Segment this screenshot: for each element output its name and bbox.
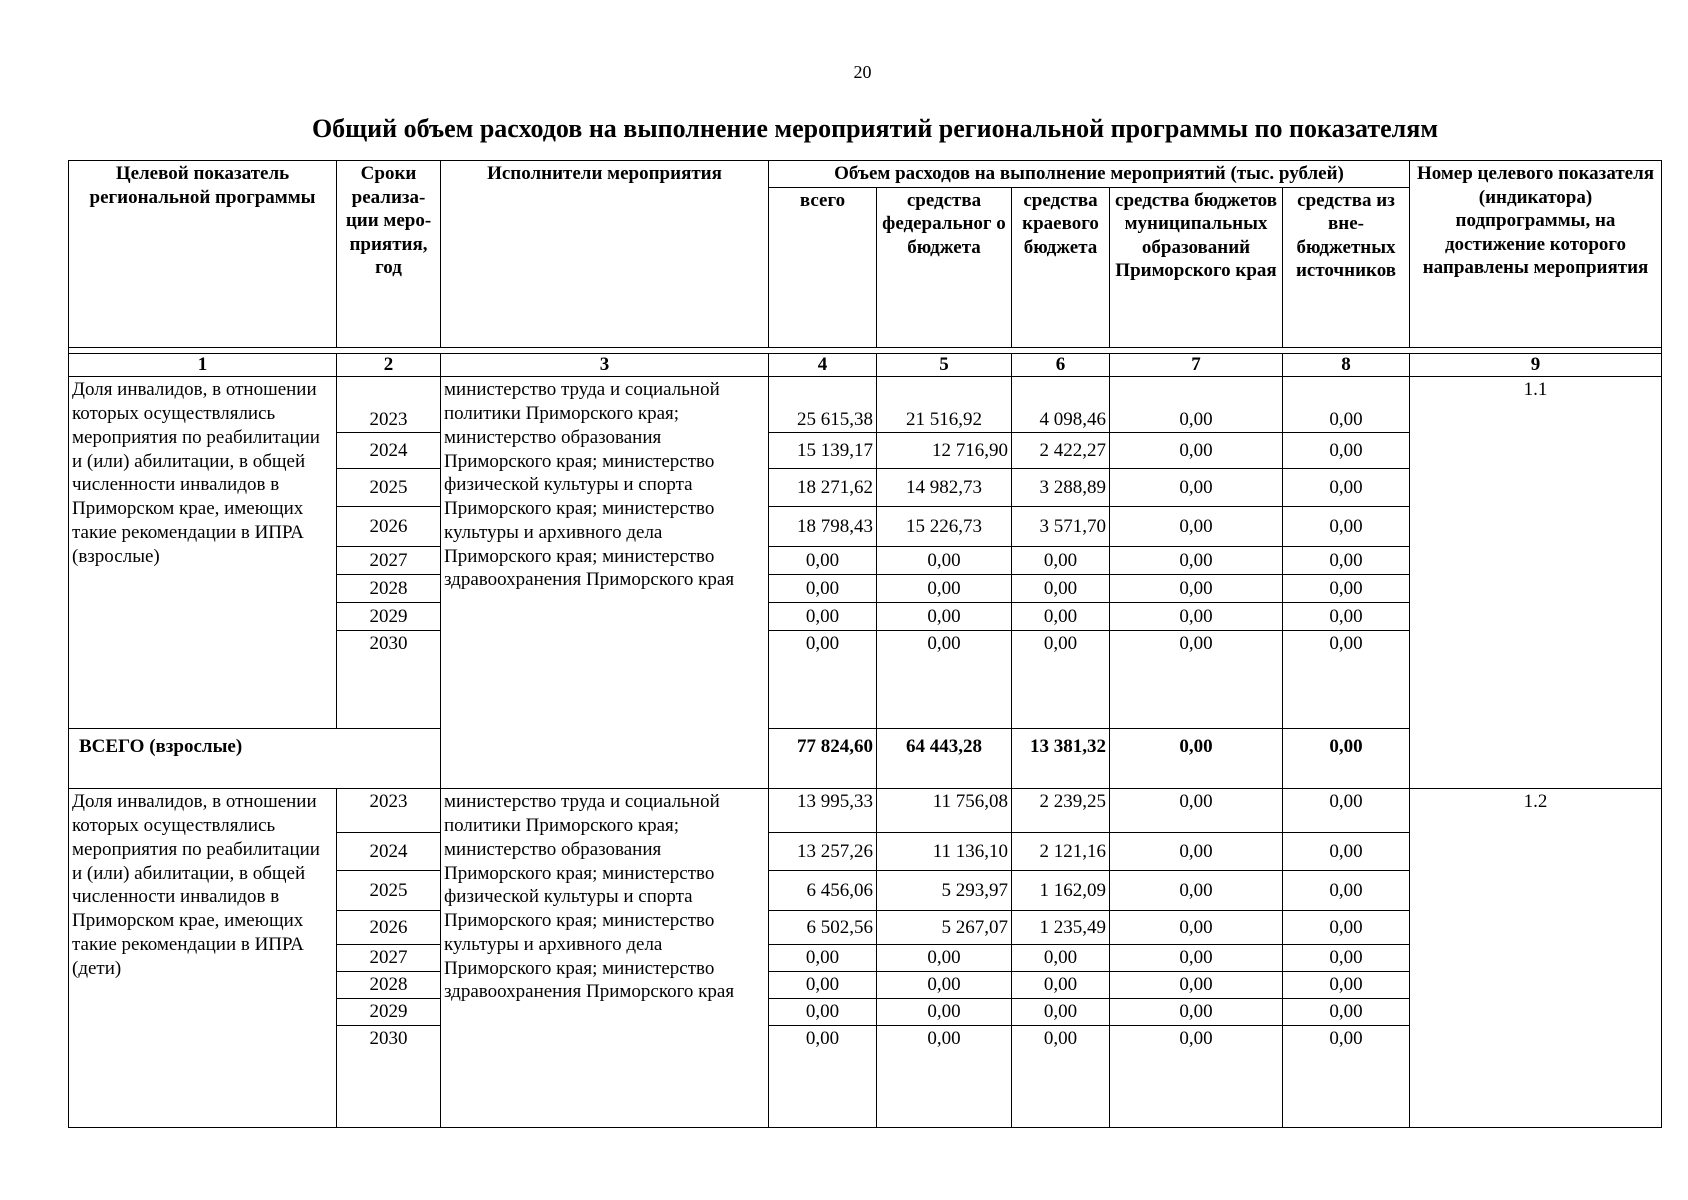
- year-cell: 2023: [337, 377, 441, 433]
- federal-cell: 5 267,07: [877, 911, 1012, 945]
- column-number: 6: [1012, 353, 1110, 377]
- total-cell: 15 139,17: [769, 433, 877, 469]
- total-cell: 0,00: [769, 998, 877, 1025]
- extra-cell: 0,00: [1283, 433, 1410, 469]
- federal-cell: 0,00: [877, 631, 1012, 729]
- year-cell: 2027: [337, 547, 441, 575]
- extra-cell: 0,00: [1283, 631, 1410, 729]
- extra-cell: 0,00: [1283, 972, 1410, 999]
- total-cell: 6 502,56: [769, 911, 877, 945]
- total-label: ВСЕГО (взрослые): [69, 729, 441, 789]
- municipal-cell: 0,00: [1110, 603, 1283, 631]
- total-cell: 13 257,26: [769, 833, 877, 871]
- regional-cell: 3 571,70: [1012, 507, 1110, 547]
- federal-cell: 21 516,92: [877, 377, 1012, 433]
- header-total: всего: [769, 187, 877, 347]
- extra-cell: 0,00: [1283, 789, 1410, 833]
- regional-cell: 2 121,16: [1012, 833, 1110, 871]
- extra-cell: 0,00: [1283, 469, 1410, 507]
- extra-cell: 0,00: [1283, 507, 1410, 547]
- year-cell: 2025: [337, 469, 441, 507]
- federal-cell: 14 982,73: [877, 469, 1012, 507]
- regional-cell: 0,00: [1012, 1025, 1110, 1127]
- regional-cell: 0,00: [1012, 603, 1110, 631]
- total-cell: 25 615,38: [769, 377, 877, 433]
- municipal-cell: 0,00: [1110, 871, 1283, 911]
- extra-cell: 0,00: [1283, 547, 1410, 575]
- grand-municipal-cell: 0,00: [1110, 729, 1283, 789]
- regional-cell: 0,00: [1012, 547, 1110, 575]
- expenses-table: [68, 160, 1662, 1128]
- year-cell: 2023: [337, 789, 441, 833]
- regional-cell: 0,00: [1012, 631, 1110, 729]
- column-number: 7: [1110, 353, 1283, 377]
- executors-cell: министерство труда и социальной политики Приморского края; министерство образования Приморского края; министерство физической культуры и спорта Приморского края; министерство культуры и архивного дела Приморского края; министерство здравоохранения Приморского края: [441, 789, 769, 1127]
- year-cell: 2026: [337, 507, 441, 547]
- total-cell: 0,00: [769, 1025, 877, 1127]
- municipal-cell: 0,00: [1110, 507, 1283, 547]
- column-number: 2: [337, 353, 441, 377]
- municipal-cell: 0,00: [1110, 631, 1283, 729]
- header-indicator: Целевой показатель региональной программы: [69, 161, 337, 348]
- column-number: 3: [441, 353, 769, 377]
- federal-cell: 0,00: [877, 603, 1012, 631]
- header-regional: средства краевого бюджета: [1012, 187, 1110, 347]
- federal-cell: 0,00: [877, 547, 1012, 575]
- regional-cell: 2 239,25: [1012, 789, 1110, 833]
- federal-cell: 0,00: [877, 972, 1012, 999]
- year-cell: 2024: [337, 433, 441, 469]
- regional-cell: 1 235,49: [1012, 911, 1110, 945]
- header-indicator-number: Номер целевого показателя (индикатора) подпрограммы, на достижение которого направлены мероприятия: [1410, 161, 1662, 348]
- municipal-cell: 0,00: [1110, 945, 1283, 972]
- regional-cell: 4 098,46: [1012, 377, 1110, 433]
- total-cell: 18 271,62: [769, 469, 877, 507]
- year-cell: 2030: [337, 631, 441, 729]
- grand-regional-cell: 13 381,32: [1012, 729, 1110, 789]
- extra-cell: 0,00: [1283, 603, 1410, 631]
- federal-cell: 11 136,10: [877, 833, 1012, 871]
- municipal-cell: 0,00: [1110, 972, 1283, 999]
- extra-cell: 0,00: [1283, 998, 1410, 1025]
- extra-cell: 0,00: [1283, 871, 1410, 911]
- indicator-cell: Доля инвалидов, в отношении которых осуществлялись мероприятия по реабилитации и (или) абилитации, в общей численности инвалидов в Приморском крае, имеющих такие рекомендации в ИПРА (взрослые): [69, 377, 337, 729]
- indicator-code: 1.2: [1410, 789, 1662, 1127]
- column-number: 1: [69, 353, 337, 377]
- federal-cell: 0,00: [877, 1025, 1012, 1127]
- extra-cell: 0,00: [1283, 833, 1410, 871]
- page-number: 20: [853, 62, 872, 82]
- year-cell: 2026: [337, 911, 441, 945]
- header-executors: Исполнители мероприятия: [441, 161, 769, 348]
- year-cell: 2027: [337, 945, 441, 972]
- extra-cell: 0,00: [1283, 945, 1410, 972]
- year-cell: 2024: [337, 833, 441, 871]
- year-cell: 2028: [337, 972, 441, 999]
- total-cell: 0,00: [769, 631, 877, 729]
- column-number: 8: [1283, 353, 1410, 377]
- indicator-code: 1.1: [1410, 377, 1662, 789]
- regional-cell: 0,00: [1012, 998, 1110, 1025]
- regional-cell: 0,00: [1012, 945, 1110, 972]
- indicator-cell: Доля инвалидов, в отношении которых осуществлялись мероприятия по реабилитации и (или) абилитации, в общей численности инвалидов в Приморском крае, имеющих такие рекомендации в ИПРА (дети): [69, 789, 337, 1127]
- grand-extra-cell: 0,00: [1283, 729, 1410, 789]
- header-period: Сроки реализа-ции меро-приятия, год: [337, 161, 441, 348]
- regional-cell: 0,00: [1012, 575, 1110, 603]
- total-cell: 0,00: [769, 603, 877, 631]
- municipal-cell: 0,00: [1110, 911, 1283, 945]
- total-cell: 18 798,43: [769, 507, 877, 547]
- year-cell: 2029: [337, 603, 441, 631]
- federal-cell: 11 756,08: [877, 789, 1012, 833]
- municipal-cell: 0,00: [1110, 789, 1283, 833]
- year-cell: 2029: [337, 998, 441, 1025]
- federal-cell: 5 293,97: [877, 871, 1012, 911]
- municipal-cell: 0,00: [1110, 377, 1283, 433]
- regional-cell: 1 162,09: [1012, 871, 1110, 911]
- grand-total-cell: 77 824,60: [769, 729, 877, 789]
- executors-cell: министерство труда и социальной политики Приморского края; министерство образования Приморского края; министерство физической культуры и спорта Приморского края; министерство культуры и архивного дела Приморского края; министерство здравоохранения Приморского края: [441, 377, 769, 789]
- federal-cell: 0,00: [877, 998, 1012, 1025]
- year-cell: 2030: [337, 1025, 441, 1127]
- extra-cell: 0,00: [1283, 377, 1410, 433]
- total-cell: 0,00: [769, 945, 877, 972]
- municipal-cell: 0,00: [1110, 469, 1283, 507]
- extra-cell: 0,00: [1283, 911, 1410, 945]
- federal-cell: 0,00: [877, 575, 1012, 603]
- municipal-cell: 0,00: [1110, 998, 1283, 1025]
- municipal-cell: 0,00: [1110, 575, 1283, 603]
- header-extra: средства из вне-бюджетных источников: [1283, 187, 1410, 347]
- total-cell: 0,00: [769, 972, 877, 999]
- header-expenses-group: Объем расходов на выполнение мероприятий (тыс. рублей): [769, 161, 1410, 188]
- grand-federal-cell: 64 443,28: [877, 729, 1012, 789]
- regional-cell: 2 422,27: [1012, 433, 1110, 469]
- total-cell: 0,00: [769, 575, 877, 603]
- municipal-cell: 0,00: [1110, 1025, 1283, 1127]
- column-number: 9: [1410, 353, 1662, 377]
- document-title: Общий объем расходов на выполнение мероприятий региональной программы по показателям: [311, 114, 1439, 143]
- column-number: 5: [877, 353, 1012, 377]
- year-cell: 2028: [337, 575, 441, 603]
- total-cell: 0,00: [769, 547, 877, 575]
- header-federal: средства федеральног о бюджета: [877, 187, 1012, 347]
- federal-cell: 15 226,73: [877, 507, 1012, 547]
- federal-cell: 0,00: [877, 945, 1012, 972]
- year-cell: 2025: [337, 871, 441, 911]
- federal-cell: 12 716,90: [877, 433, 1012, 469]
- extra-cell: 0,00: [1283, 1025, 1410, 1127]
- municipal-cell: 0,00: [1110, 547, 1283, 575]
- regional-cell: 3 288,89: [1012, 469, 1110, 507]
- total-cell: 6 456,06: [769, 871, 877, 911]
- municipal-cell: 0,00: [1110, 833, 1283, 871]
- municipal-cell: 0,00: [1110, 433, 1283, 469]
- extra-cell: 0,00: [1283, 575, 1410, 603]
- regional-cell: 0,00: [1012, 972, 1110, 999]
- column-number: 4: [769, 353, 877, 377]
- header-municipal: средства бюджетов муниципальных образований Приморского края: [1110, 187, 1283, 347]
- total-cell: 13 995,33: [769, 789, 877, 833]
